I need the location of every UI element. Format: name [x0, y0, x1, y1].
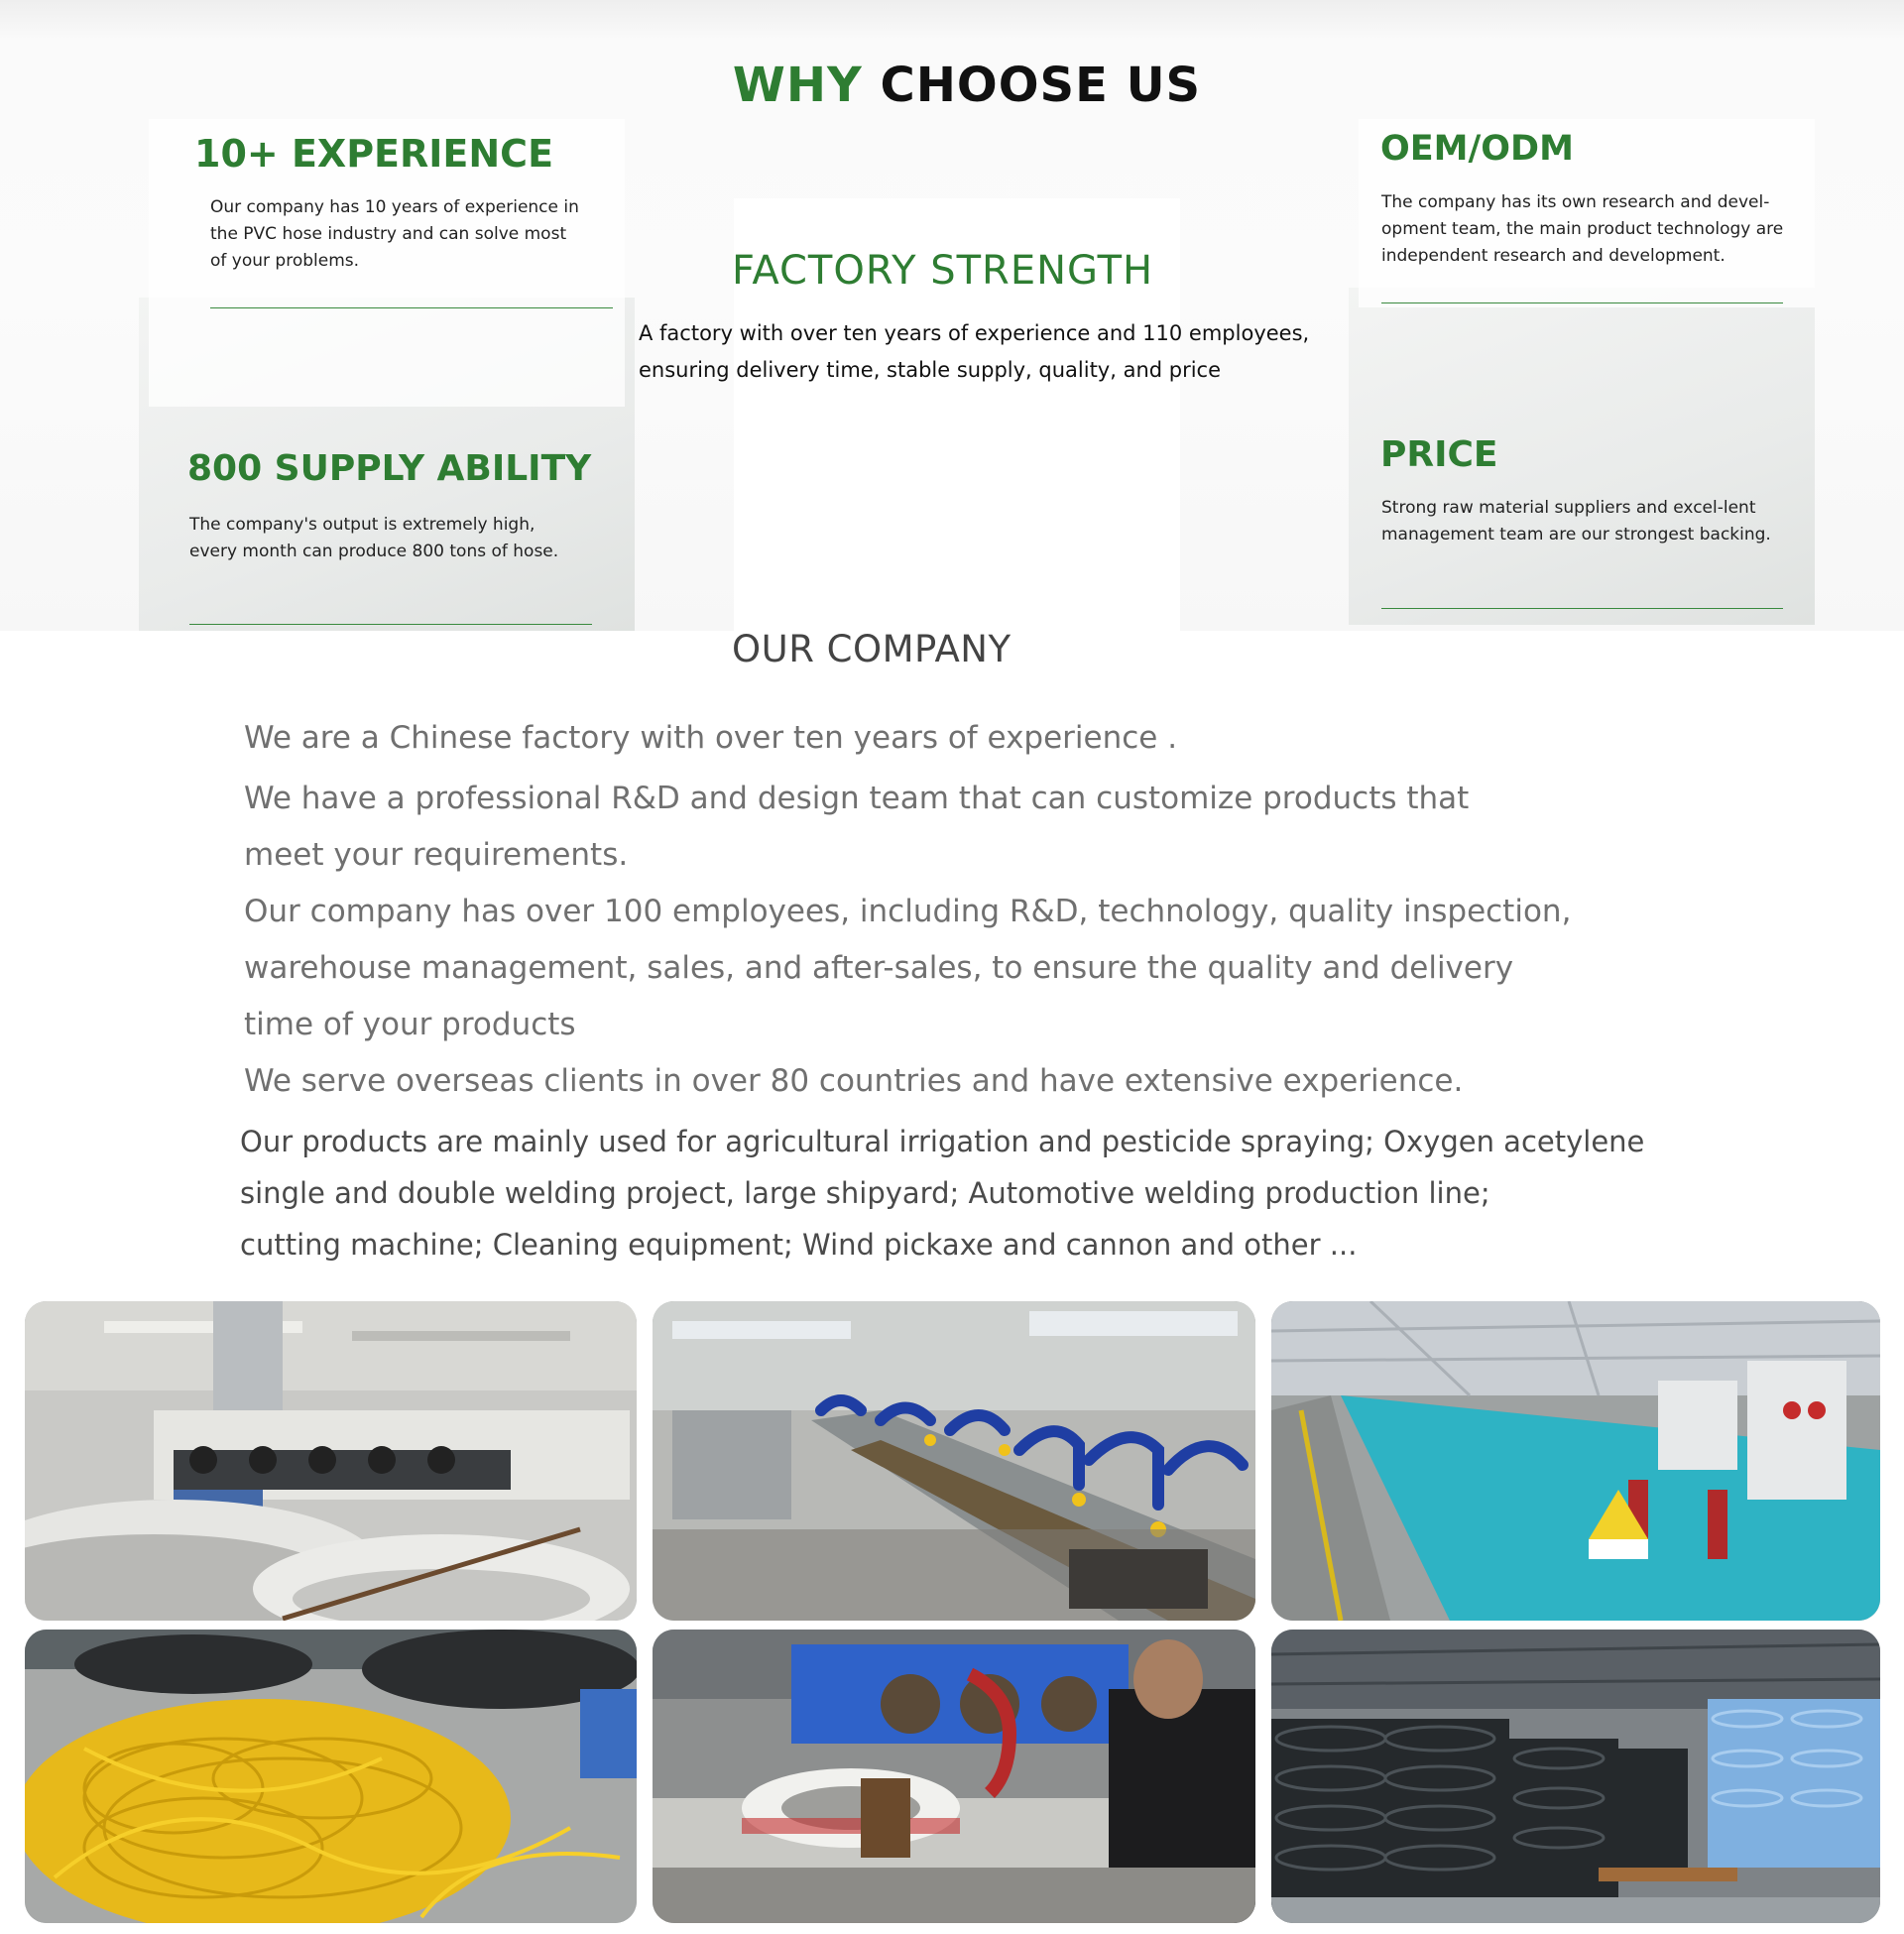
title-black-part: CHOOSE US [880, 58, 1202, 113]
applications-line: single and double welding project, large shipyard; Automotive welding production line; [240, 1176, 1490, 1210]
company-line: We have a professional R&D and design team that can customize products that [244, 781, 1470, 816]
feature-text-price: Strong raw material suppliers and excel-lent management team are our strongest backing. [1381, 498, 1771, 544]
photo-illustration [25, 1301, 637, 1621]
factory-photo-warehouse [1271, 1630, 1880, 1923]
company-description [244, 710, 1632, 1110]
feature-heading-price: PRICE [1380, 434, 1498, 475]
company-applications [240, 1116, 1678, 1270]
company-line: meet your requirements. [244, 837, 629, 873]
photo-illustration [1271, 1630, 1880, 1923]
company-line: We serve overseas clients in over 80 countries and have extensive experience. [244, 1063, 1464, 1099]
factory-strength-text: A factory with over ten years of experience and 110 employees, ensuring delivery time, stable supply, quality, and price [639, 321, 1310, 382]
why-choose-us-title [0, 58, 1904, 113]
feature-heading-oem-odm: OEM/ODM [1380, 129, 1574, 169]
photo-illustration [25, 1630, 637, 1923]
feature-heading-experience: 10+ EXPERIENCE [194, 132, 554, 176]
title-green-part: WHY [732, 58, 863, 113]
feature-heading-supply-ability: 800 SUPPLY ABILITY [187, 448, 592, 489]
feature-divider-price [1381, 608, 1783, 609]
feature-text-experience: Our company has 10 years of experience in the PVC hose industry and can solve most of your problems. [210, 197, 579, 271]
photo-illustration [653, 1630, 1255, 1923]
company-line: We are a Chinese factory with over ten years of experience . [244, 720, 1178, 756]
applications-line: Our products are mainly used for agricultural irrigation and pesticide spraying; Oxygen acetylene [240, 1125, 1645, 1158]
feature-text-supply-ability: The company's output is extremely high, every month can produce 800 tons of hose. [189, 515, 559, 561]
factory-strength-title: FACTORY STRENGTH [732, 248, 1154, 294]
company-line: time of your products [244, 1007, 576, 1042]
photo-illustration [653, 1301, 1255, 1621]
factory-photo-cooling-line [653, 1301, 1255, 1621]
feature-text-oem-odm: The company has its own research and devel-opment team, the main product technology are independent research and development. [1381, 192, 1784, 266]
feature-divider-oem-odm [1381, 302, 1783, 303]
company-line: warehouse management, sales, and after-sales, to ensure the quality and delivery [244, 950, 1514, 986]
factory-photo-yellow-hose [25, 1630, 637, 1923]
company-line: Our company has over 100 employees, including R&D, technology, quality inspection, [244, 894, 1572, 929]
factory-photo-extruder [25, 1301, 637, 1621]
photo-illustration [1271, 1301, 1880, 1621]
feature-divider-supply-ability [189, 624, 592, 625]
feature-divider-experience [210, 307, 613, 308]
our-company-title: OUR COMPANY [732, 628, 1012, 670]
factory-photo-machine-rows [1271, 1301, 1880, 1621]
applications-line: cutting machine; Cleaning equipment; Wind pickaxe and cannon and other ... [240, 1228, 1358, 1262]
factory-photo-hose-winding [653, 1630, 1255, 1923]
why-choose-us-section [0, 0, 1904, 631]
